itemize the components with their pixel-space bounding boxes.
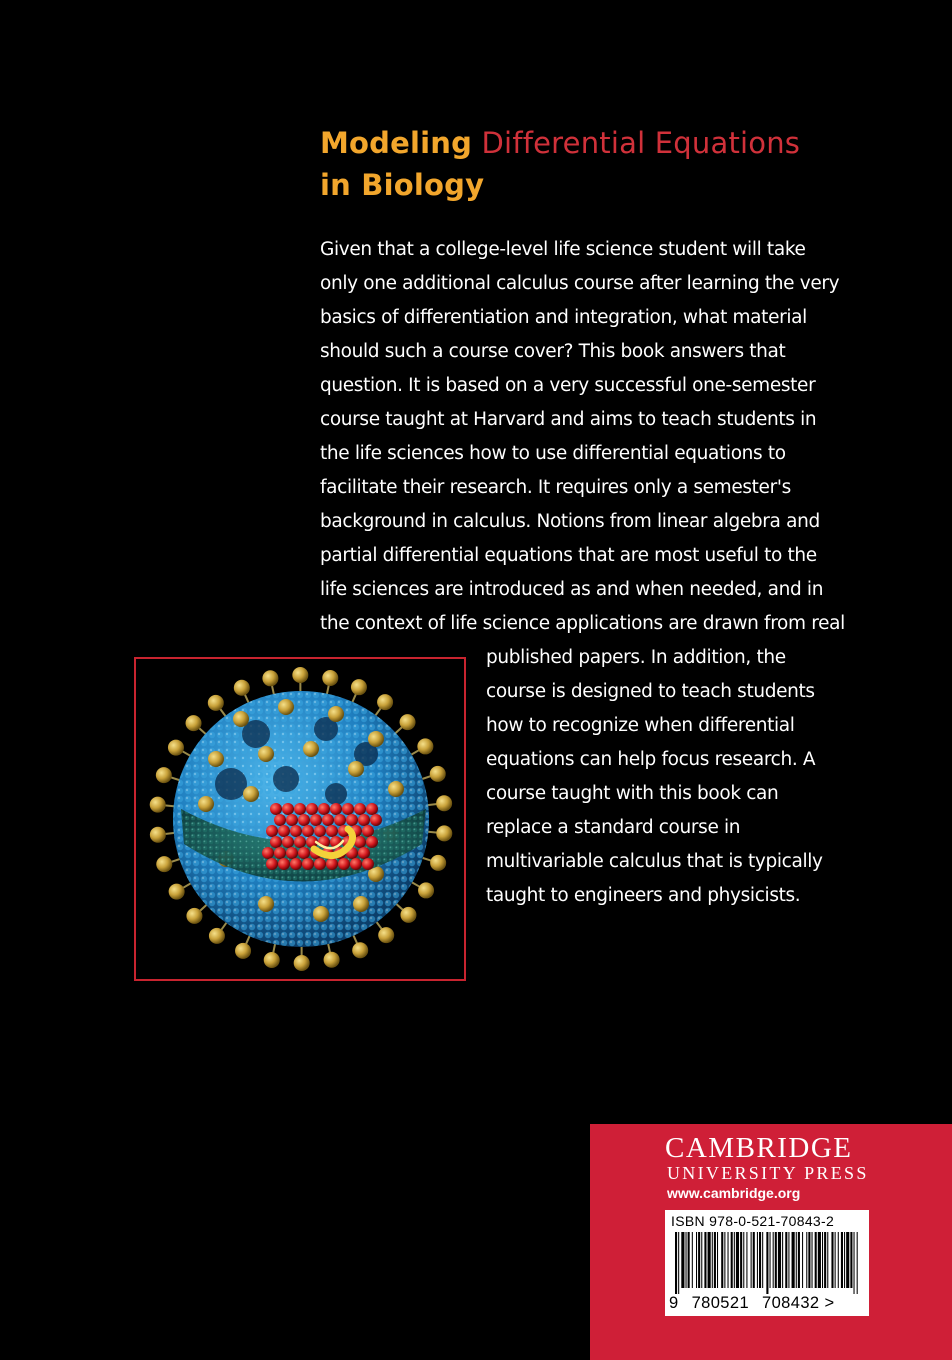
- ean-group1: 780521: [691, 1294, 750, 1312]
- blurb-line: the life sciences how to use differential equations to: [320, 443, 786, 464]
- blurb-line: course is designed to teach students: [486, 681, 815, 702]
- publisher-name: CAMBRIDGE: [665, 1132, 853, 1164]
- barcode: [665, 1210, 869, 1316]
- barcode-bars-icon: [671, 1232, 863, 1294]
- virus-cross-section-icon: [136, 659, 464, 979]
- publisher-url: www.cambridge.org: [667, 1185, 801, 1201]
- blurb-line: replace a standard course in: [486, 817, 741, 838]
- title-differential-equations: Differential Equations: [481, 126, 801, 160]
- ean-digits: [669, 1294, 835, 1313]
- ean-first: 9: [669, 1294, 679, 1312]
- blurb-line: partial differential equations that are most useful to the: [320, 545, 817, 566]
- blurb-line: facilitate their research. It requires only a semester's: [320, 477, 791, 498]
- blurb-line: should such a course cover? This book answers that: [320, 341, 786, 362]
- blurb-line: course taught with this book can: [486, 783, 779, 804]
- blurb-line: published papers. In addition, the: [486, 647, 786, 668]
- blurb-line: the context of life science applications are drawn from real: [320, 613, 845, 634]
- blurb-line: how to recognize when differential: [486, 715, 795, 736]
- blurb-line: equations can help focus research. A: [486, 749, 816, 770]
- blurb-line: only one additional calculus course after learning the very: [320, 273, 840, 294]
- book-title: [320, 122, 840, 206]
- blurb-line: taught to engineers and physicists.: [486, 885, 801, 906]
- ean-arrow: >: [824, 1294, 835, 1312]
- blurb-line: background in calculus. Notions from linear algebra and: [320, 511, 820, 532]
- title-modeling: Modeling: [320, 126, 473, 160]
- title-in-biology: in Biology: [320, 168, 485, 202]
- cover-illustration: [134, 657, 466, 981]
- blurb-line: course taught at Harvard and aims to teach students in: [320, 409, 817, 430]
- isbn-label: ISBN 978-0-521-70843-2: [671, 1213, 835, 1229]
- publisher-subtitle: UNIVERSITY PRESS: [667, 1163, 869, 1183]
- blurb-line: question. It is based on a very successful one-semester: [320, 375, 816, 396]
- ean-group2: 708432: [762, 1294, 820, 1312]
- blurb-line: multivariable calculus that is typically: [486, 851, 823, 872]
- blurb-line: basics of differentiation and integration, what material: [320, 307, 807, 328]
- blurb-line: life sciences are introduced as and when needed, and in: [320, 579, 824, 600]
- publisher-block: [590, 1124, 952, 1360]
- blurb-line: Given that a college-level life science student will take: [320, 239, 806, 260]
